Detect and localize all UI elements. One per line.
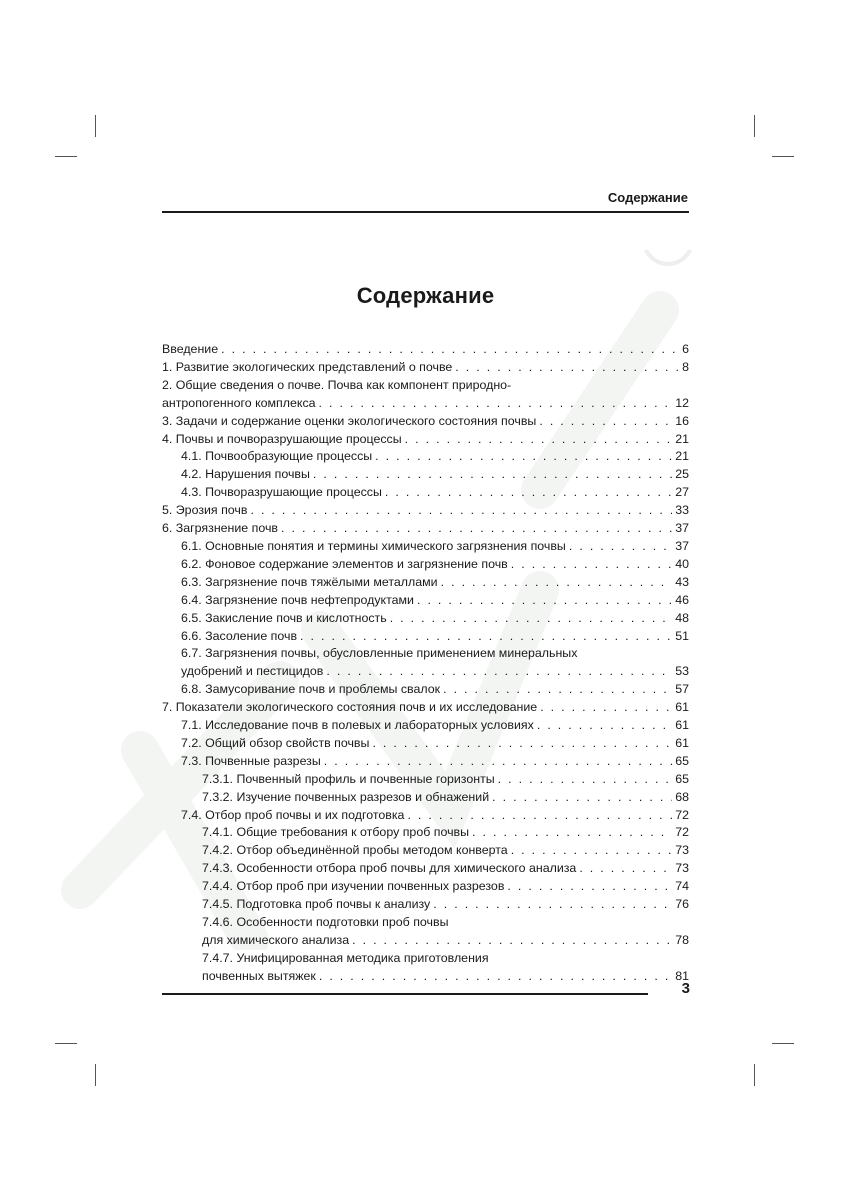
toc-entry[interactable] (162, 789, 689, 807)
toc-entry[interactable] (162, 502, 689, 520)
dot-leader (537, 717, 672, 735)
toc-entry-page: 57 (675, 682, 689, 697)
toc-entry[interactable] (162, 341, 689, 359)
dot-leader (313, 466, 672, 484)
toc-entry-title: 3. Задачи и содержание оценки экологического состояния почвы (162, 413, 537, 428)
toc-entry-title-line: 2. Общие сведения о почве. Почва как компонент природно- (162, 377, 512, 392)
toc-entry[interactable] (162, 520, 689, 538)
toc-entry[interactable] (162, 556, 689, 574)
toc-entry-page: 68 (675, 789, 689, 804)
crop-mark (95, 1064, 96, 1086)
toc-entry-page: 37 (675, 538, 689, 553)
dot-leader (433, 896, 672, 914)
dot-leader (492, 789, 672, 807)
toc-entry-page: 37 (675, 521, 689, 536)
crop-mark (55, 156, 77, 157)
dot-leader (319, 395, 673, 413)
toc-entry-page: 33 (675, 503, 689, 518)
dot-leader (405, 431, 673, 449)
toc-entry-page: 72 (675, 825, 689, 840)
dot-leader (372, 735, 672, 753)
dot-leader (511, 842, 673, 860)
toc-entry[interactable] (162, 448, 689, 466)
toc-entry-title: 7.4.3. Особенности отбора проб почвы для химического анализа (202, 861, 577, 876)
dot-leader (417, 592, 672, 610)
dot-leader (390, 610, 673, 628)
toc-entry-title-line: 6.7. Загрязнения почвы, обусловленные применением минеральных (181, 646, 578, 661)
toc-entry[interactable] (162, 753, 689, 771)
toc-entry-page: 21 (675, 449, 689, 464)
dot-leader (569, 538, 672, 556)
toc-entry[interactable] (162, 842, 689, 860)
toc-entry[interactable] (162, 484, 689, 502)
toc-entry-title: 7.4. Отбор проб почвы и их подготовка (181, 807, 405, 822)
toc-entry-page: 81 (675, 968, 689, 983)
toc-entry[interactable] (162, 377, 689, 413)
page-number: 3 (681, 980, 690, 997)
toc-entry-title: 1. Развитие экологических представлений о почве (162, 359, 453, 374)
toc-entry[interactable] (162, 681, 689, 699)
toc-entry-title: 6.3. Загрязнение почв тяжёлыми металлами (181, 574, 438, 589)
toc-entry-title: 7.4.1. Общие требования к отбору проб почвы (202, 825, 470, 840)
toc-entry[interactable] (162, 735, 689, 753)
toc-entry-title: 6. Загрязнение почв (162, 521, 279, 536)
table-of-contents (162, 341, 689, 986)
toc-entry-title: для химического анализа (202, 932, 350, 947)
toc-entry[interactable] (162, 645, 689, 681)
toc-entry[interactable] (162, 466, 689, 484)
toc-entry[interactable] (162, 860, 689, 878)
toc-entry-page: 12 (675, 395, 689, 410)
crop-mark (772, 156, 794, 157)
dot-leader (507, 878, 672, 896)
toc-entry[interactable] (162, 717, 689, 735)
toc-entry[interactable] (162, 914, 689, 950)
toc-entry-title: 7. Показатели экологического состояния почв и их исследование (162, 700, 538, 715)
toc-entry[interactable] (162, 413, 689, 431)
dot-leader (300, 628, 672, 646)
toc-entry-title: 7.4.5. Подготовка проб почвы к анализу (202, 897, 431, 912)
toc-entry[interactable] (162, 431, 689, 449)
dot-leader (326, 663, 672, 681)
toc-entry-page: 73 (675, 843, 689, 858)
dot-leader (540, 699, 672, 717)
toc-entry-page: 8 (682, 359, 689, 374)
toc-entry[interactable] (162, 878, 689, 896)
toc-entry-page: 61 (675, 700, 689, 715)
toc-entry[interactable] (162, 807, 689, 825)
toc-entry-title: 6.4. Загрязнение почв нефтепродуктами (181, 592, 414, 607)
toc-entry-page: 72 (675, 807, 689, 822)
dot-leader (385, 484, 672, 502)
toc-entry-page: 48 (675, 610, 689, 625)
footer-rule (162, 993, 648, 995)
toc-entry[interactable] (162, 592, 689, 610)
toc-entry-page: 61 (675, 735, 689, 750)
toc-entry-page: 51 (675, 628, 689, 643)
dot-leader (407, 807, 672, 825)
dot-leader (375, 448, 672, 466)
toc-entry[interactable] (162, 359, 689, 377)
toc-entry-page: 27 (675, 485, 689, 500)
toc-entry-title: Введение (162, 342, 219, 356)
toc-entry-page: 78 (675, 932, 689, 947)
dot-leader (319, 968, 672, 986)
toc-entry-title: удобрений и пестицидов (181, 664, 324, 679)
crop-mark (754, 1064, 755, 1086)
toc-entry-page: 65 (675, 771, 689, 786)
page-title: Содержание (356, 283, 495, 308)
toc-entry-title: 7.3. Почвенные разрезы (181, 753, 321, 768)
toc-entry[interactable] (162, 771, 689, 789)
toc-entry-title: 4.2. Нарушения почвы (181, 467, 310, 482)
toc-entry-page: 25 (675, 467, 689, 482)
crop-mark (55, 1043, 77, 1044)
toc-entry-title: 7.2. Общий обзор свойств почвы (181, 735, 370, 750)
toc-entry-page: 76 (675, 897, 689, 912)
toc-entry-title: 7.3.2. Изучение почвенных разрезов и обнажений (202, 789, 490, 804)
toc-entry[interactable] (162, 824, 689, 842)
toc-entry-page: 16 (675, 413, 689, 428)
toc-entry-page: 61 (675, 718, 689, 733)
toc-entry-title-line: 7.4.6. Особенности подготовки проб почвы (202, 915, 449, 929)
dot-leader (250, 502, 672, 520)
dot-leader (441, 574, 673, 592)
toc-entry-title: 6.8. Замусоривание почв и проблемы свалок (181, 682, 441, 697)
dot-leader (472, 824, 672, 842)
toc-entry-page: 43 (675, 574, 689, 589)
toc-entry-page: 74 (675, 879, 689, 894)
toc-entry-title: 7.4.4. Отбор проб при изучении почвенных разрезов (202, 879, 505, 894)
toc-entry-page: 40 (675, 556, 689, 571)
running-head: Содержание (607, 190, 688, 205)
header-rule (162, 211, 689, 213)
dot-leader (511, 556, 672, 574)
dot-leader (352, 932, 672, 950)
crop-mark (95, 115, 96, 137)
toc-entry-title-line: 7.4.7. Унифицированная методика приготовления (202, 950, 489, 965)
toc-entry-page: 73 (675, 861, 689, 876)
toc-entry[interactable] (162, 699, 689, 717)
toc-entry-title: 7.4.2. Отбор объединённой пробы методом конверта (202, 843, 508, 858)
toc-entry-page: 21 (675, 431, 689, 446)
toc-entry-title: почвенных вытяжек (202, 968, 316, 983)
toc-entry-title: 6.2. Фоновое содержание элементов и загрязнение почв (181, 556, 508, 571)
dot-leader (455, 359, 679, 377)
dot-leader (539, 413, 672, 431)
toc-entry-page: 46 (675, 592, 689, 607)
dot-leader (498, 771, 673, 789)
toc-entry-title: 5. Эрозия почв (162, 503, 248, 518)
toc-entry-title: 4.3. Почворазрушающие процессы (181, 485, 382, 500)
toc-entry-title: 4. Почвы и почворазрушающие процессы (162, 431, 402, 446)
toc-entry-title: 6.6. Засоление почв (181, 628, 298, 643)
toc-entry[interactable] (162, 610, 689, 628)
dot-leader (281, 520, 672, 538)
toc-entry[interactable] (162, 950, 689, 986)
crop-mark (754, 115, 755, 137)
dot-leader (324, 753, 672, 771)
toc-entry[interactable] (162, 896, 689, 914)
toc-entry-title: 6.1. Основные понятия и термины химического загрязнения почвы (181, 538, 566, 553)
toc-entry[interactable] (162, 574, 689, 592)
toc-entry[interactable] (162, 628, 689, 646)
toc-entry[interactable] (162, 538, 689, 556)
toc-entry-title: 7.1. Исследование почв в полевых и лабораторных условиях (181, 718, 534, 733)
toc-entry-page: 53 (675, 664, 689, 679)
toc-entry-title: антропогенного комплекса (162, 395, 316, 410)
toc-entry-title: 4.1. Почвообразующие процессы (181, 449, 373, 464)
toc-entry-title: 6.5. Закисление почв и кислотность (181, 610, 387, 625)
dot-leader (443, 681, 672, 699)
dot-leader (579, 860, 672, 878)
toc-entry-page: 65 (675, 753, 689, 768)
toc-entry-page: 6 (682, 342, 689, 356)
crop-mark (772, 1043, 794, 1044)
dot-leader (221, 341, 679, 359)
toc-entry-title: 7.3.1. Почвенный профиль и почвенные горизонты (202, 771, 495, 786)
